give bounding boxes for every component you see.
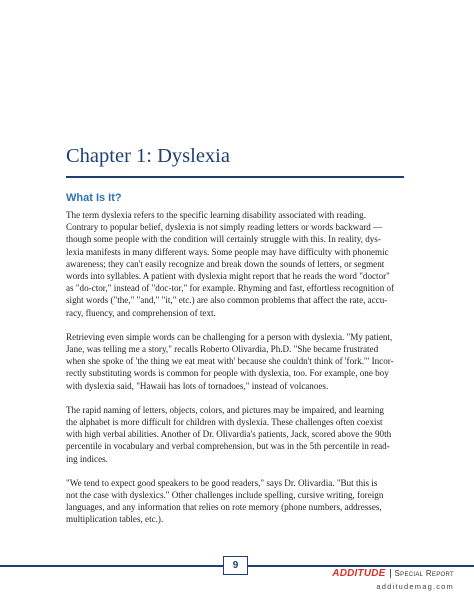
text-line: Retrieving even simple words can be challenging for a person with dyslexia. "My patient, (66, 331, 393, 342)
text-line: The rapid naming of letters, objects, colors, and pictures may be impaired, and learning (66, 404, 384, 415)
page-number-text: 9 (232, 560, 239, 571)
text-line: awareness; they can't easily recognize and break down the sounds of letters, or segment (66, 258, 385, 269)
text-line: lexia manifests in many different ways. Some people may have difficulty with phonemic (66, 246, 389, 257)
page-number (223, 556, 248, 575)
text-line: rectly substituting words is common for people with dyslexia, too. For example, one boy (66, 368, 389, 379)
special-report-label: Special Report (394, 569, 454, 578)
paragraph-word-retrieval (66, 331, 406, 392)
text-line: not the case with dyslexics." Other challenges include spelling, cursive writing, foreign (66, 490, 384, 501)
text-line: with high verbal abilities. Another of Dr. Olivardia's patients, Jack, scored above the 90th (66, 429, 392, 440)
text-line: percentile in vocabulary and verbal comprehension, but was in the 5th percentile in read- (66, 441, 390, 452)
text-line: multiplication tables, etc.). (66, 514, 164, 525)
additude-logo: ADDITUDE (332, 568, 386, 579)
footer-url[interactable]: additudemag.com (376, 582, 454, 591)
text-line: languages, and any information that relies on rote memory (phone numbers, addresses, (66, 502, 382, 513)
text-line: though some people with the condition will certainly struggle with this. In reality, dys- (66, 234, 381, 245)
text-line: Contrary to popular belief, dyslexia is not simply reading letters or words backward — (66, 222, 383, 233)
text-line: The term dyslexia refers to the specific learning disability associated with reading. (66, 210, 366, 220)
paragraph-rapid-naming (66, 404, 406, 465)
brand-divider (390, 569, 391, 578)
text-line: racy, fluency, and comprehension of text. (66, 307, 216, 318)
chapter-title: Chapter 1: Dyslexia (66, 145, 230, 167)
paragraph-definition (66, 209, 406, 319)
text-line: ing indices. (66, 453, 108, 464)
paragraph-speakers-readers (66, 477, 406, 526)
section-heading: What Is It? (66, 192, 122, 204)
text-line: Jane, was telling me a story," recalls Roberto Olivardia, Ph.D. "She became frustrated (66, 344, 379, 355)
text-line: the alphabet is more difficult for children with dyslexia. These challenges often coexist (66, 417, 383, 428)
body-text (66, 209, 406, 538)
footer-brand (332, 568, 454, 579)
text-line: as "do-ctor," instead of "doc-tor," for example. Rhyming and fast, effortless recognition of (66, 283, 395, 294)
title-rule (66, 176, 404, 178)
text-line: when she spoke of 'the thing we eat meat with' because she couldn't think of 'fork.'" Incor- (66, 356, 394, 367)
text-line: words into syllables. A patient with dyslexia might report that he reads the word "doctor" (66, 271, 390, 282)
text-line: "We tend to expect good speakers to be good readers," says Dr. Olivardia. "But this is (66, 477, 378, 488)
text-line: with dyslexia said, "Hawaii has lots of tornadoes," instead of volcanoes. (66, 380, 329, 391)
text-line: sight words ("the," "and," "it," etc.) are also common problems that affect the rate, accu- (66, 295, 388, 306)
